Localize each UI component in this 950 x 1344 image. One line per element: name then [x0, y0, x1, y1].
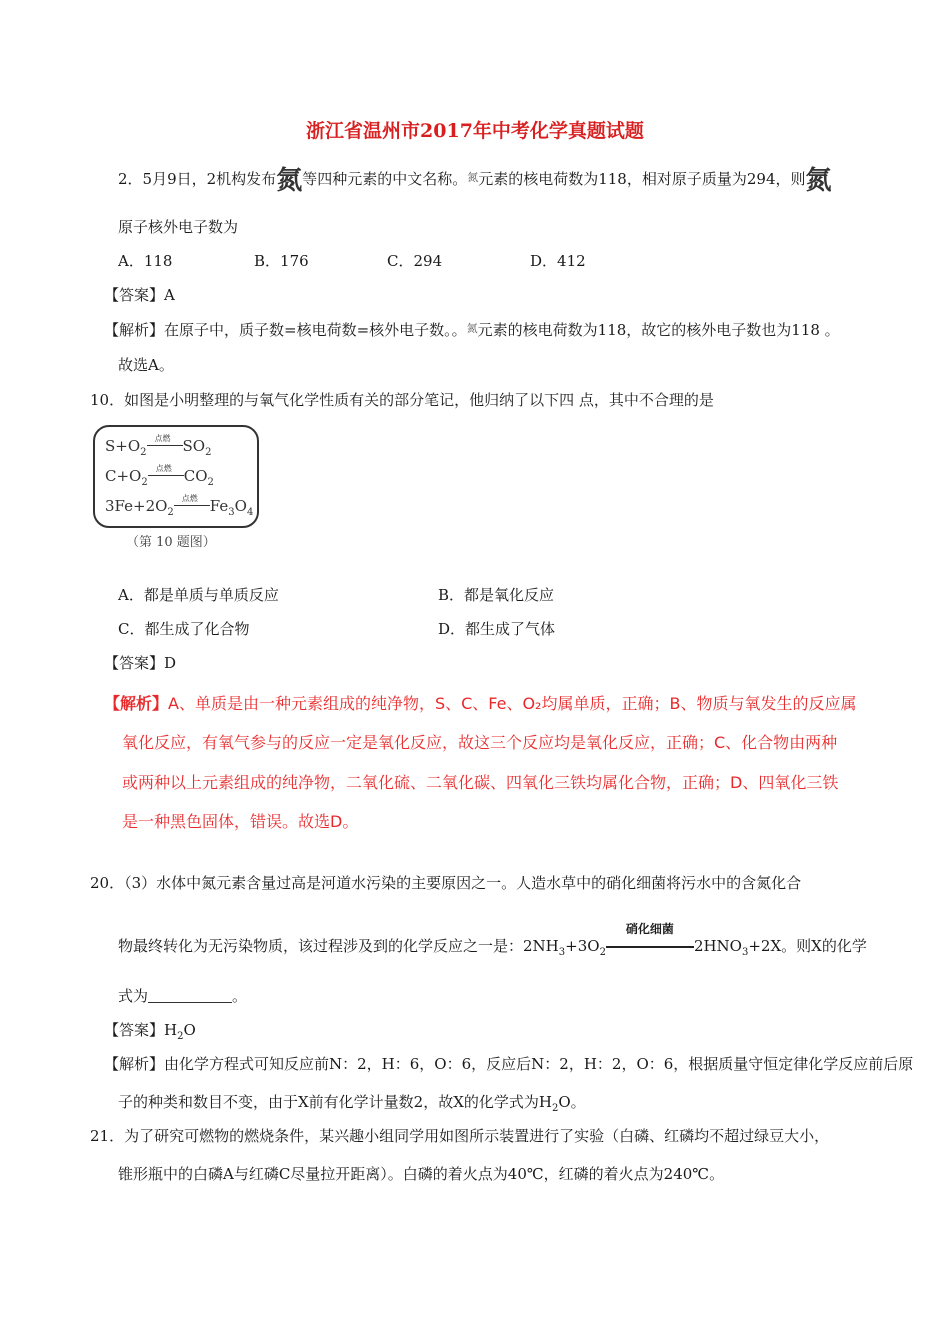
element-glyph-small-icon: 氮 — [467, 171, 479, 184]
q20-analysis-line2: 子的种类和数目不变，由于X前有化学计量数2，故X的化学式为$H_2O$。 — [118, 1093, 586, 1114]
q21-line2: 锥形瓶中的白磷A与红磷C尽量拉开距离）。白磷的着火点为40℃，红磷的着火点为240℃。 — [118, 1165, 725, 1183]
q10-option-d: D．都生成了气体 — [438, 620, 556, 638]
q2-answer — [104, 285, 175, 305]
q10-option-a: A．都是单质与单质反应 — [118, 586, 279, 604]
q2-analysis — [104, 319, 840, 340]
q20-line2: 物最终转化为无污染物质，该过程涉及到的化学反应之一是：$2NH_3+3O_2$ 硝化细菌 $2HNO_3+2X$。则X的化学 — [118, 922, 867, 958]
q2-stem-b: 等四种元素的中文名称。 — [302, 170, 468, 188]
analysis-tag: 【解析】 — [104, 321, 165, 339]
q10-analysis-line2: 氧化反应，有氧气参与的反应一定是氧化反应，故这三个反应均是氧化反应，正确；C、化合物由两种 — [122, 733, 838, 752]
q2-answer-value: A — [164, 286, 175, 304]
equation-3: $3Fe+2O_2$ 点燃 $Fe_3O_4$ — [105, 494, 254, 518]
element-glyph-icon: 氮 — [805, 166, 832, 196]
q2-analysis-end: 故选A。 — [118, 356, 174, 374]
q10-stem: 10．如图是小明整理的与氧气化学性质有关的部分笔记，他归纳了以下四 点，其中不合理的是 — [90, 391, 714, 409]
reaction-arrow: 硝化细菌 — [606, 936, 694, 956]
q2-option-c: C．294 — [387, 252, 443, 270]
q2-option-b: B．176 — [254, 252, 309, 270]
q2-option-a: A．118 — [118, 252, 173, 270]
q2-stem-a: 2．5月9日，2机构发布 — [118, 170, 277, 188]
analysis-tag: 【解析】 — [104, 694, 169, 713]
equation-2: $C+O_2$ 点燃 $CO_2$ — [105, 464, 214, 488]
q2-stem-c: 元素的核电荷数为118，相对原子质量为294，则 — [478, 170, 806, 188]
q2-analysis-b: 元素的核电荷数为118，故它的核外电子数也为118 。 — [477, 321, 840, 339]
q2-stem-line2: 原子核外电子数为 — [118, 218, 239, 236]
answer-tag: 【答案】 — [104, 654, 165, 672]
q10-analysis-line1: 【解析】A、单质是由一种元素组成的纯净物，S、C、Fe、O₂均属单质，正确；B、物质与氧发生的反应属 — [104, 694, 857, 713]
q10-option-c: C．都生成了化合物 — [118, 620, 250, 638]
q2-option-d: D．412 — [530, 252, 586, 270]
q2-analysis-a: 在原子中，质子数=核电荷数=核外电子数。。 — [164, 321, 467, 339]
analysis-tag: 【解析】 — [104, 1055, 165, 1073]
q20-answer: 【答案】$H_2O$ — [104, 1021, 196, 1042]
q20-line3: 式为 。 — [118, 987, 248, 1005]
q10-answer — [104, 653, 176, 673]
equation-1: $S+O_2$ 点燃 $SO_2$ — [105, 434, 212, 458]
q10-option-b: B．都是氧化反应 — [438, 586, 555, 604]
q2-stem-line1 — [118, 166, 832, 196]
q10-analysis-line3: 或两种以上元素组成的纯净物，二氧化硫、二氧化碳、四氧化三铁均属化合物，正确；D、四氧化三铁 — [122, 773, 839, 792]
answer-blank[interactable] — [148, 988, 232, 1003]
q10-figure — [93, 425, 259, 528]
element-glyph-small-icon: 氮 — [466, 322, 478, 335]
q21-line1: 21．为了研究可燃物的燃烧条件，某兴趣小组同学用如图所示装置进行了实验（白磷、红磷均不超过绿豆大小， — [90, 1127, 830, 1145]
answer-tag: 【答案】 — [104, 1021, 165, 1039]
answer-tag: 【答案】 — [104, 286, 165, 304]
q10-figure-caption: （第 10 题图） — [126, 535, 216, 550]
q10-analysis-line4: 是一种黑色固体，错误。故选D。 — [122, 812, 359, 831]
element-glyph-icon: 氮 — [276, 166, 303, 196]
q20-line1: 20．（3）水体中氮元素含量过高是河道水污染的主要原因之一。人造水草中的硝化细菌将污水中的含氮化合 — [90, 874, 802, 892]
page-title: 浙江省温州市2017年中考化学真题试题 — [306, 120, 644, 142]
q10-answer-value: D — [164, 654, 177, 672]
q20-analysis-line1: 【解析】由化学方程式可知反应前N：2，H：6，O：6，反应后N：2，H：2，O：6，根据质量守恒定律化学反应前后原 — [104, 1055, 914, 1073]
